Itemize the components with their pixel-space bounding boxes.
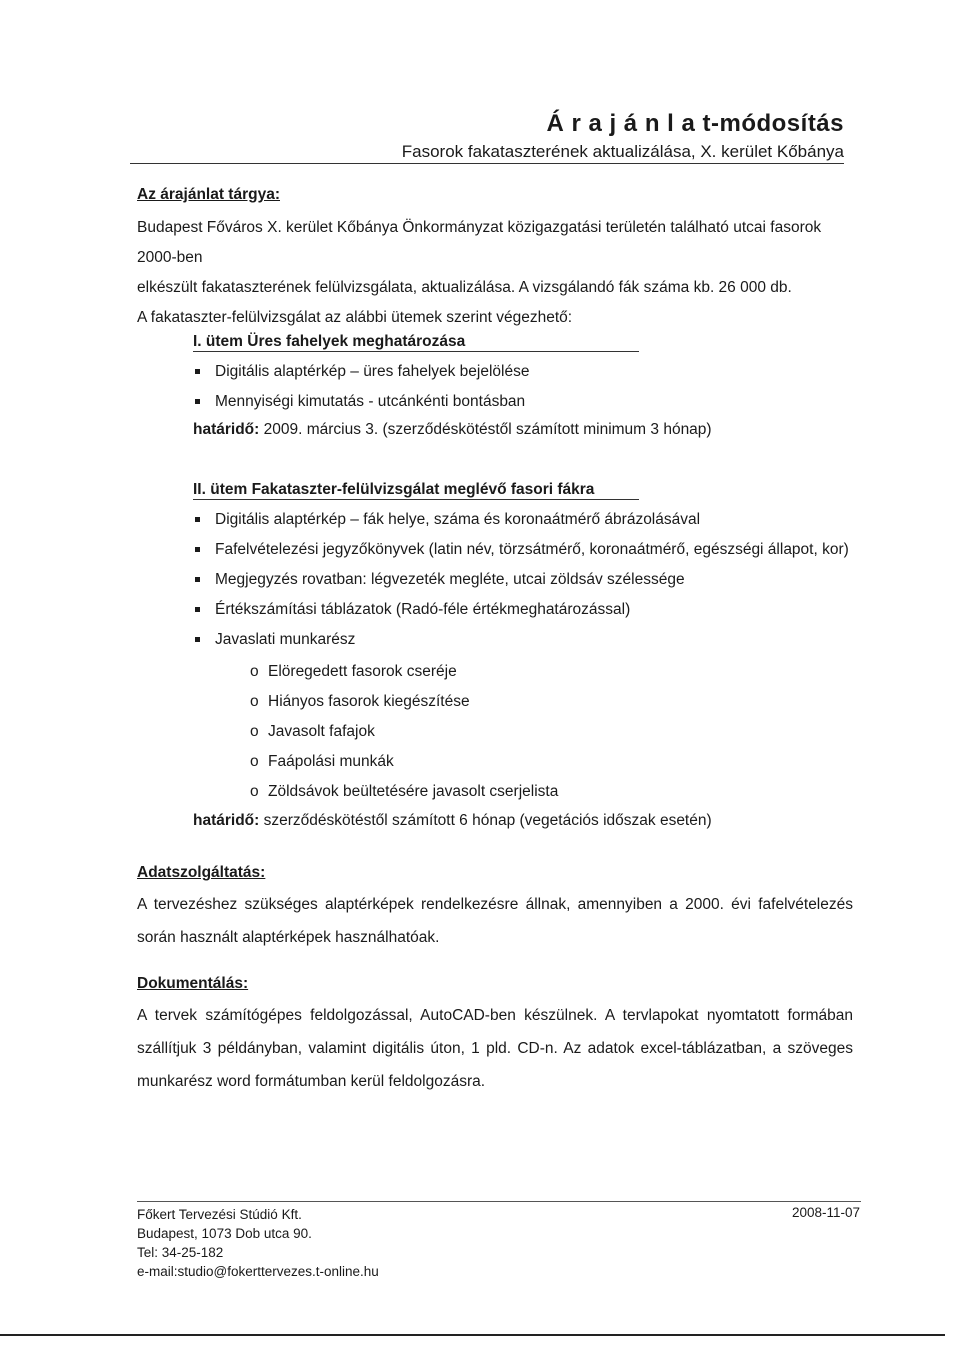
header-divider: [130, 163, 844, 164]
bullet-icon: [195, 607, 200, 612]
list-item: o Faápolási munkák: [250, 747, 558, 777]
bullet-icon: [195, 369, 200, 374]
circle-bullet-icon: o: [250, 663, 259, 680]
footer-company-info: [137, 1205, 379, 1281]
list-item: o Javasolt fafajok: [250, 717, 558, 747]
bullet-icon: [195, 547, 200, 552]
subject-line-1: Budapest Főváros X. kerület Kőbánya Önkormányzat közigazgatási területén található utcai fasorok 2000-ben: [137, 219, 822, 266]
circle-bullet-icon: o: [250, 783, 259, 800]
document-title: Á r a j á n l a t-módosítás: [546, 110, 844, 137]
list-item: Megjegyzés rovatban: légvezeték megléte, utcai zöldsáv szélessége: [193, 565, 849, 595]
stage-2-list: [193, 505, 849, 655]
subject-paragraph: [137, 213, 853, 333]
documentation-heading: Dokumentálás:: [137, 975, 249, 992]
footer-email: e-mail:studio@fokerttervezes.t-online.hu: [137, 1264, 379, 1279]
stage-1-heading: I. ütem Üres fahelyek meghatározása: [193, 333, 466, 350]
subject-heading: Az árajánlat tárgya:: [137, 186, 280, 203]
circle-bullet-icon: o: [250, 723, 259, 740]
stage-2-deadline: [193, 812, 712, 830]
stage-1-deadline: [193, 421, 712, 439]
list-item: Értékszámítási táblázatok (Radó-féle értékmeghatározással): [193, 595, 849, 625]
bullet-icon: [195, 399, 200, 404]
stage-2-underline: [193, 499, 639, 500]
bullet-icon: [195, 517, 200, 522]
footer-phone: Tel: 34-25-182: [137, 1245, 224, 1260]
footer-date: 2008-11-07: [791, 1205, 860, 1220]
stage-1-list: [193, 357, 530, 417]
stage-2-sublist: [250, 657, 558, 807]
deadline-text: 2009. március 3. (szerződéskötéstől számított minimum 3 hónap): [263, 421, 712, 438]
deadline-text: szerződéskötéstől számított 6 hónap (vegetációs időszak esetén): [263, 812, 712, 829]
list-item: Fafelvételezési jegyzőkönyvek (latin név, törzsátmérő, koronaátmérő, egészségi állapot, kor): [193, 535, 849, 565]
list-item: Digitális alaptérkép – üres fahelyek bejelölése: [193, 357, 530, 387]
subject-line-2: elkészült fakataszterének felülvizsgálata, aktualizálása. A vizsgálandó fák száma kb. 26 000 db.: [137, 279, 792, 296]
deadline-label: határidő:: [193, 812, 260, 829]
subject-line-3: A fakataszter-felülvizsgálat az alábbi ütemek szerint végezhető:: [137, 309, 573, 326]
data-service-paragraph: A tervezéshez szükséges alaptérképek rendelkezésre állnak, amennyiben a 2000. évi fafelvételezés során használt alaptérképek használhatóak.: [137, 896, 853, 946]
stage-1-underline: [193, 351, 639, 352]
deadline-label: határidő:: [193, 421, 260, 438]
circle-bullet-icon: o: [250, 753, 259, 770]
list-item: o Elöregedett fasorok cseréje: [250, 657, 558, 687]
list-item: Digitális alaptérkép – fák helye, száma és koronaátmérő ábrázolásával: [193, 505, 849, 535]
list-item: Mennyiségi kimutatás - utcánkénti bontásban: [193, 387, 530, 417]
list-item: o Hiányos fasorok kiegészítése: [250, 687, 558, 717]
stage-2-heading: II. ütem Fakataszter-felülvizsgálat meglévő fasori fákra: [193, 481, 595, 498]
data-service-heading: Adatszolgáltatás:: [137, 864, 266, 881]
circle-bullet-icon: o: [250, 693, 259, 710]
bullet-icon: [195, 637, 200, 642]
page-bottom-border: [0, 1334, 945, 1336]
bullet-icon: [195, 577, 200, 582]
list-item: Javaslati munkarész: [193, 625, 849, 655]
footer-divider: [137, 1201, 861, 1202]
footer-company: Főkert Tervezési Stúdió Kft.: [137, 1207, 302, 1222]
documentation-paragraph: A tervek számítógépes feldolgozással, AutoCAD-ben készülnek. A tervlapokat nyomtatott formában szállítjuk 3 példányban, valamint digitális úton, 1 pld. CD-n. Az adatok excel-táblázatban, a szöveges munkarész word formátumban kerül feldolgozásra.: [137, 1007, 853, 1090]
document-subtitle: Fasorok fakataszterének aktualizálása, X. kerület Kőbánya: [401, 142, 844, 161]
list-item: o Zöldsávok beültetésére javasolt cserjelista: [250, 777, 558, 807]
footer-address: Budapest, 1073 Dob utca 90.: [137, 1226, 312, 1241]
